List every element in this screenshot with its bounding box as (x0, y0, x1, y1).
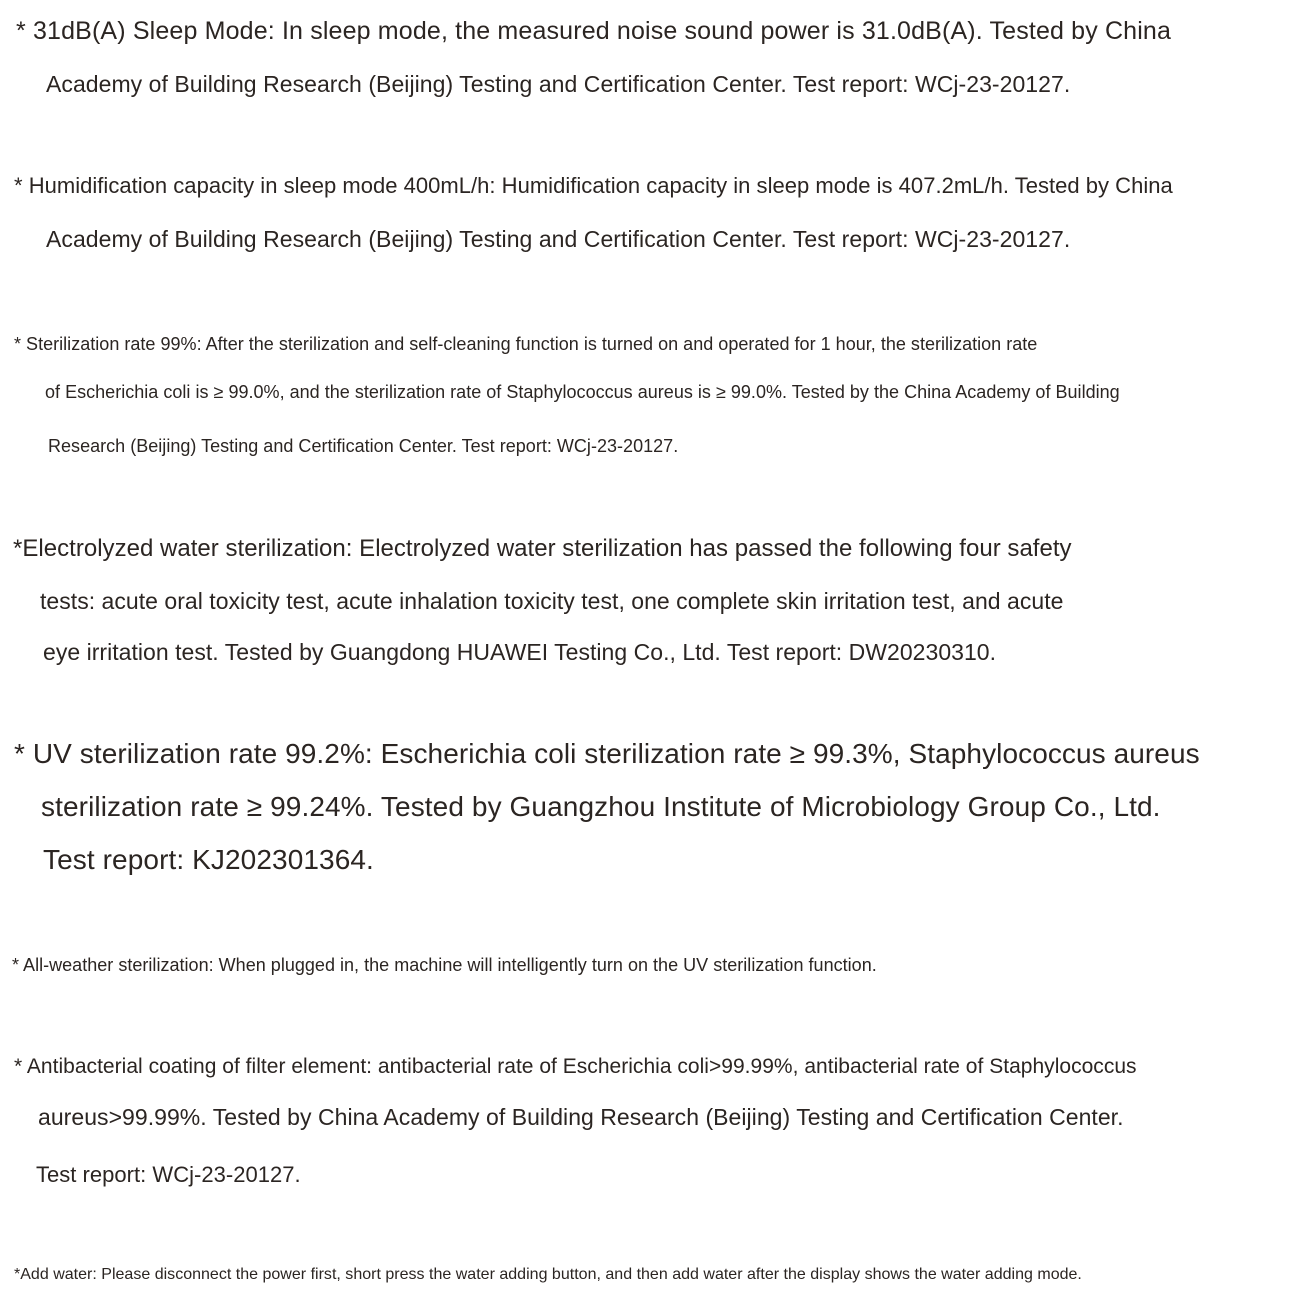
note-line: *Electrolyzed water sterilization: Electrolyzed water sterilization has passed the following four safety (13, 535, 1072, 562)
note-line: *Add water: Please disconnect the power first, short press the water adding button, and then add water after the display shows the water adding mode. (14, 1266, 1082, 1283)
note-line: * Humidification capacity in sleep mode 400mL/h: Humidification capacity in sleep mode is 407.2mL/h. Tested by China (14, 173, 1173, 198)
note-line: Research (Beijing) Testing and Certification Center. Test report: WCj-23-20127. (48, 436, 679, 456)
note-line: eye irritation test. Tested by Guangdong HUAWEI Testing Co., Ltd. Test report: DW20230310. (43, 639, 997, 665)
note-line: tests: acute oral toxicity test, acute inhalation toxicity test, one complete skin irritation test, and acute (40, 588, 1064, 614)
note-line: * UV sterilization rate 99.2%: Escherichia coli sterilization rate ≥ 99.3%, Staphylococcus aureus (14, 738, 1200, 769)
note-line: * Antibacterial coating of filter element: antibacterial rate of Escherichia coli>99.99%, antibacterial rate of Staphylococcus (14, 1055, 1137, 1078)
note-line: Academy of Building Research (Beijing) Testing and Certification Center. Test report: WCj-23-20127. (46, 226, 1071, 252)
note-line: aureus>99.99%. Tested by China Academy of Building Research (Beijing) Testing and Certification Center. (38, 1104, 1124, 1130)
note-line: of Escherichia coli is ≥ 99.0%, and the sterilization rate of Staphylococcus aureus is ≥ 99.0%. Tested by the China Academy of Building (45, 382, 1120, 402)
note-line: * All-weather sterilization: When plugged in, the machine will intelligently turn on the UV sterilization function. (12, 955, 877, 975)
note-line: Test report: KJ202301364. (43, 844, 374, 875)
note-line: Test report: WCj-23-20127. (36, 1162, 301, 1187)
note-line: * 31dB(A) Sleep Mode: In sleep mode, the measured noise sound power is 31.0dB(A). Tested by China (16, 17, 1172, 45)
note-line: sterilization rate ≥ 99.24%. Tested by Guangzhou Institute of Microbiology Group Co., Ltd. (41, 791, 1161, 822)
note-line: * Sterilization rate 99%: After the sterilization and self-cleaning function is turned on and operated for 1 hour, the sterilization rate (14, 334, 1038, 354)
note-line: Academy of Building Research (Beijing) Testing and Certification Center. Test report: WCj-23-20127. (46, 71, 1071, 97)
